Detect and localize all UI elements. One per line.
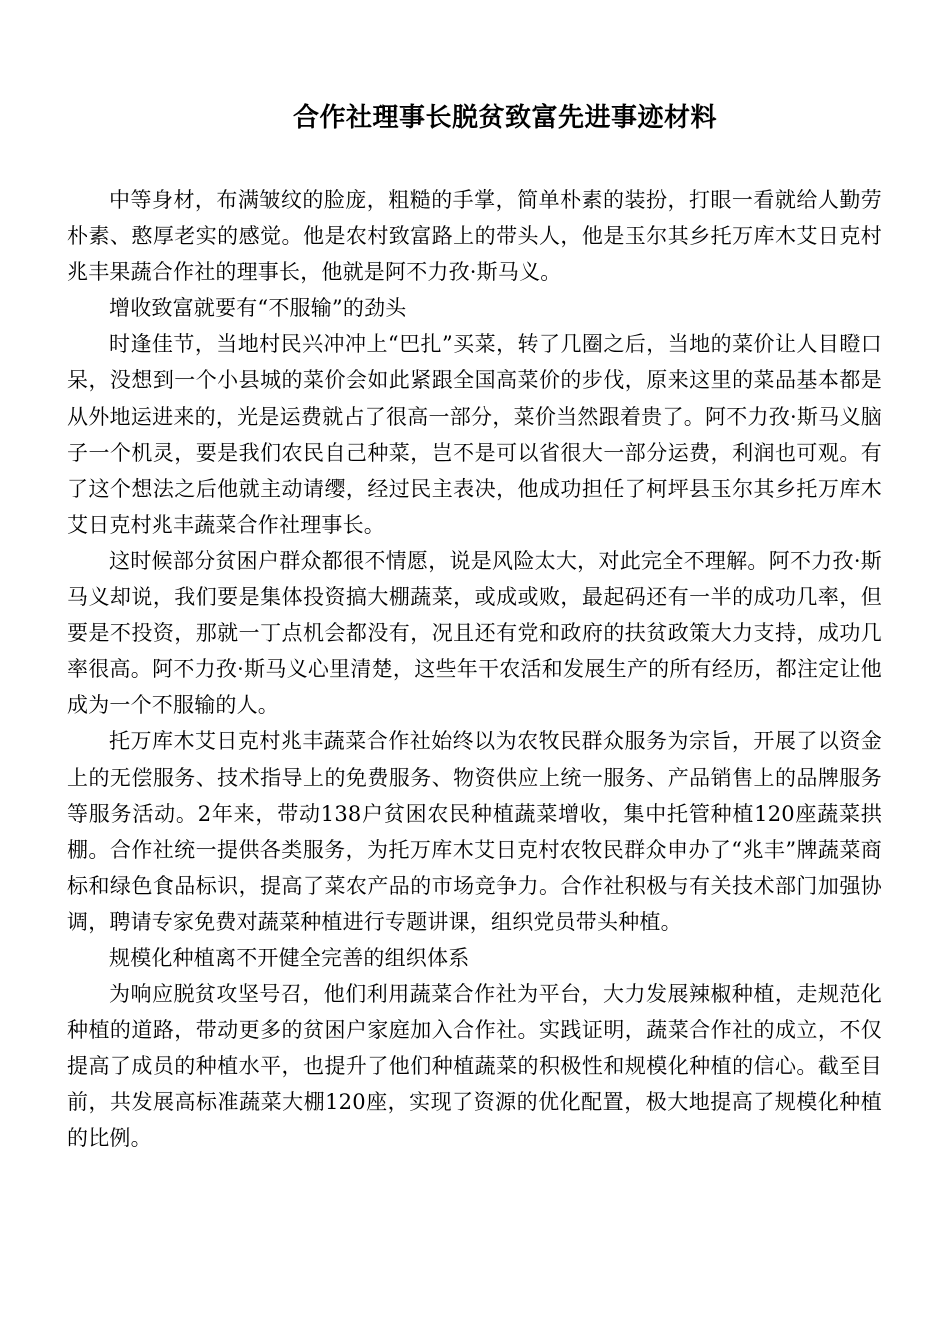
paragraph-collective-investment: 这时候部分贫困户群众都很不情愿，说是风险太大，对此完全不理解。阿不力孜·斯马义却说，我们要是集体投资搞大棚蔬菜，或成或败，最起码还有一半的成功几率，但要是不投资，那就一丁点机会都没有，况且还有党和政府的扶贫政策大力支持，成功几率很高。阿不力孜·斯马义心里清楚，这些年干农活和发展生产的所有经历，都注定让他成为一个不服输的人。: [67, 548, 882, 718]
section-heading-determination: 增收致富就要有“不服输”的劲头: [109, 296, 407, 321]
paragraph-scale-planting: 为响应脱贫攻坚号召，他们利用蔬菜合作社为平台，大力发展辣椒种植，走规范化种植的道路，带动更多的贫困户家庭加入合作社。实践证明，蔬菜合作社的成立，不仅提高了成员的种植水平，也提升了他们种植蔬菜的积极性和规模化种植的信心。截至目前，共发展高标准蔬菜大棚120座，实现了资源的优化配置，极大地提高了规模化种植的比例。: [67, 982, 882, 1151]
paragraph-vegetable-prices: 时逢佳节，当地村民兴冲冲上“巴扎”买菜，转了几圈之后，当地的菜价让人目瞪口呆，没想到一个小县城的菜价会如此紧跟全国高菜价的步伐，原来这里的菜品基本都是从外地运进来的，光是运费就占了很高一部分，菜价当然跟着贵了。阿不力孜·斯马义脑子一个机灵，要是我们农民自己种菜，岂不是可以省很大一部分运费，利润也可观。有了这个想法之后他就主动请缨，经过民主表决，他成功担任了柯坪县玉尔其乡托万库木艾日克村兆丰蔬菜合作社理事长。: [67, 332, 882, 537]
paragraph-cooperative-services: 托万库木艾日克村兆丰蔬菜合作社始终以为农牧民群众服务为宗旨，开展了以资金上的无偿服务、技术指导上的免费服务、物资供应上统一服务、产品销售上的品牌服务等服务活动。2年来，带动138户贫困农民种植蔬菜增收，集中托管种植120座蔬菜拱棚。合作社统一提供各类服务，为托万库木艾日克村农牧民群众申办了“兆丰”牌蔬菜商标和绿色食品标识，提高了菜农产品的市场竞争力。合作社积极与有关技术部门加强协调，聘请专家免费对蔬菜种植进行专题讲课，组织党员带头种植。: [67, 729, 882, 934]
paragraph-intro: 中等身材，布满皱纹的脸庞，粗糙的手掌，简单朴素的装扮，打眼一看就给人勤劳朴素、憨厚老实的感觉。他是农村致富路上的带头人，他是玉尔其乡托万库木艾日克村兆丰果蔬合作社的理事长，他就是阿不力孜·斯马义。: [67, 188, 882, 285]
section-heading-organization: 规模化种植离不开健全完善的组织体系: [109, 945, 470, 970]
document-body: [67, 182, 882, 1157]
document-title: 合作社理事长脱贫致富先进事迹材料: [292, 103, 717, 133]
